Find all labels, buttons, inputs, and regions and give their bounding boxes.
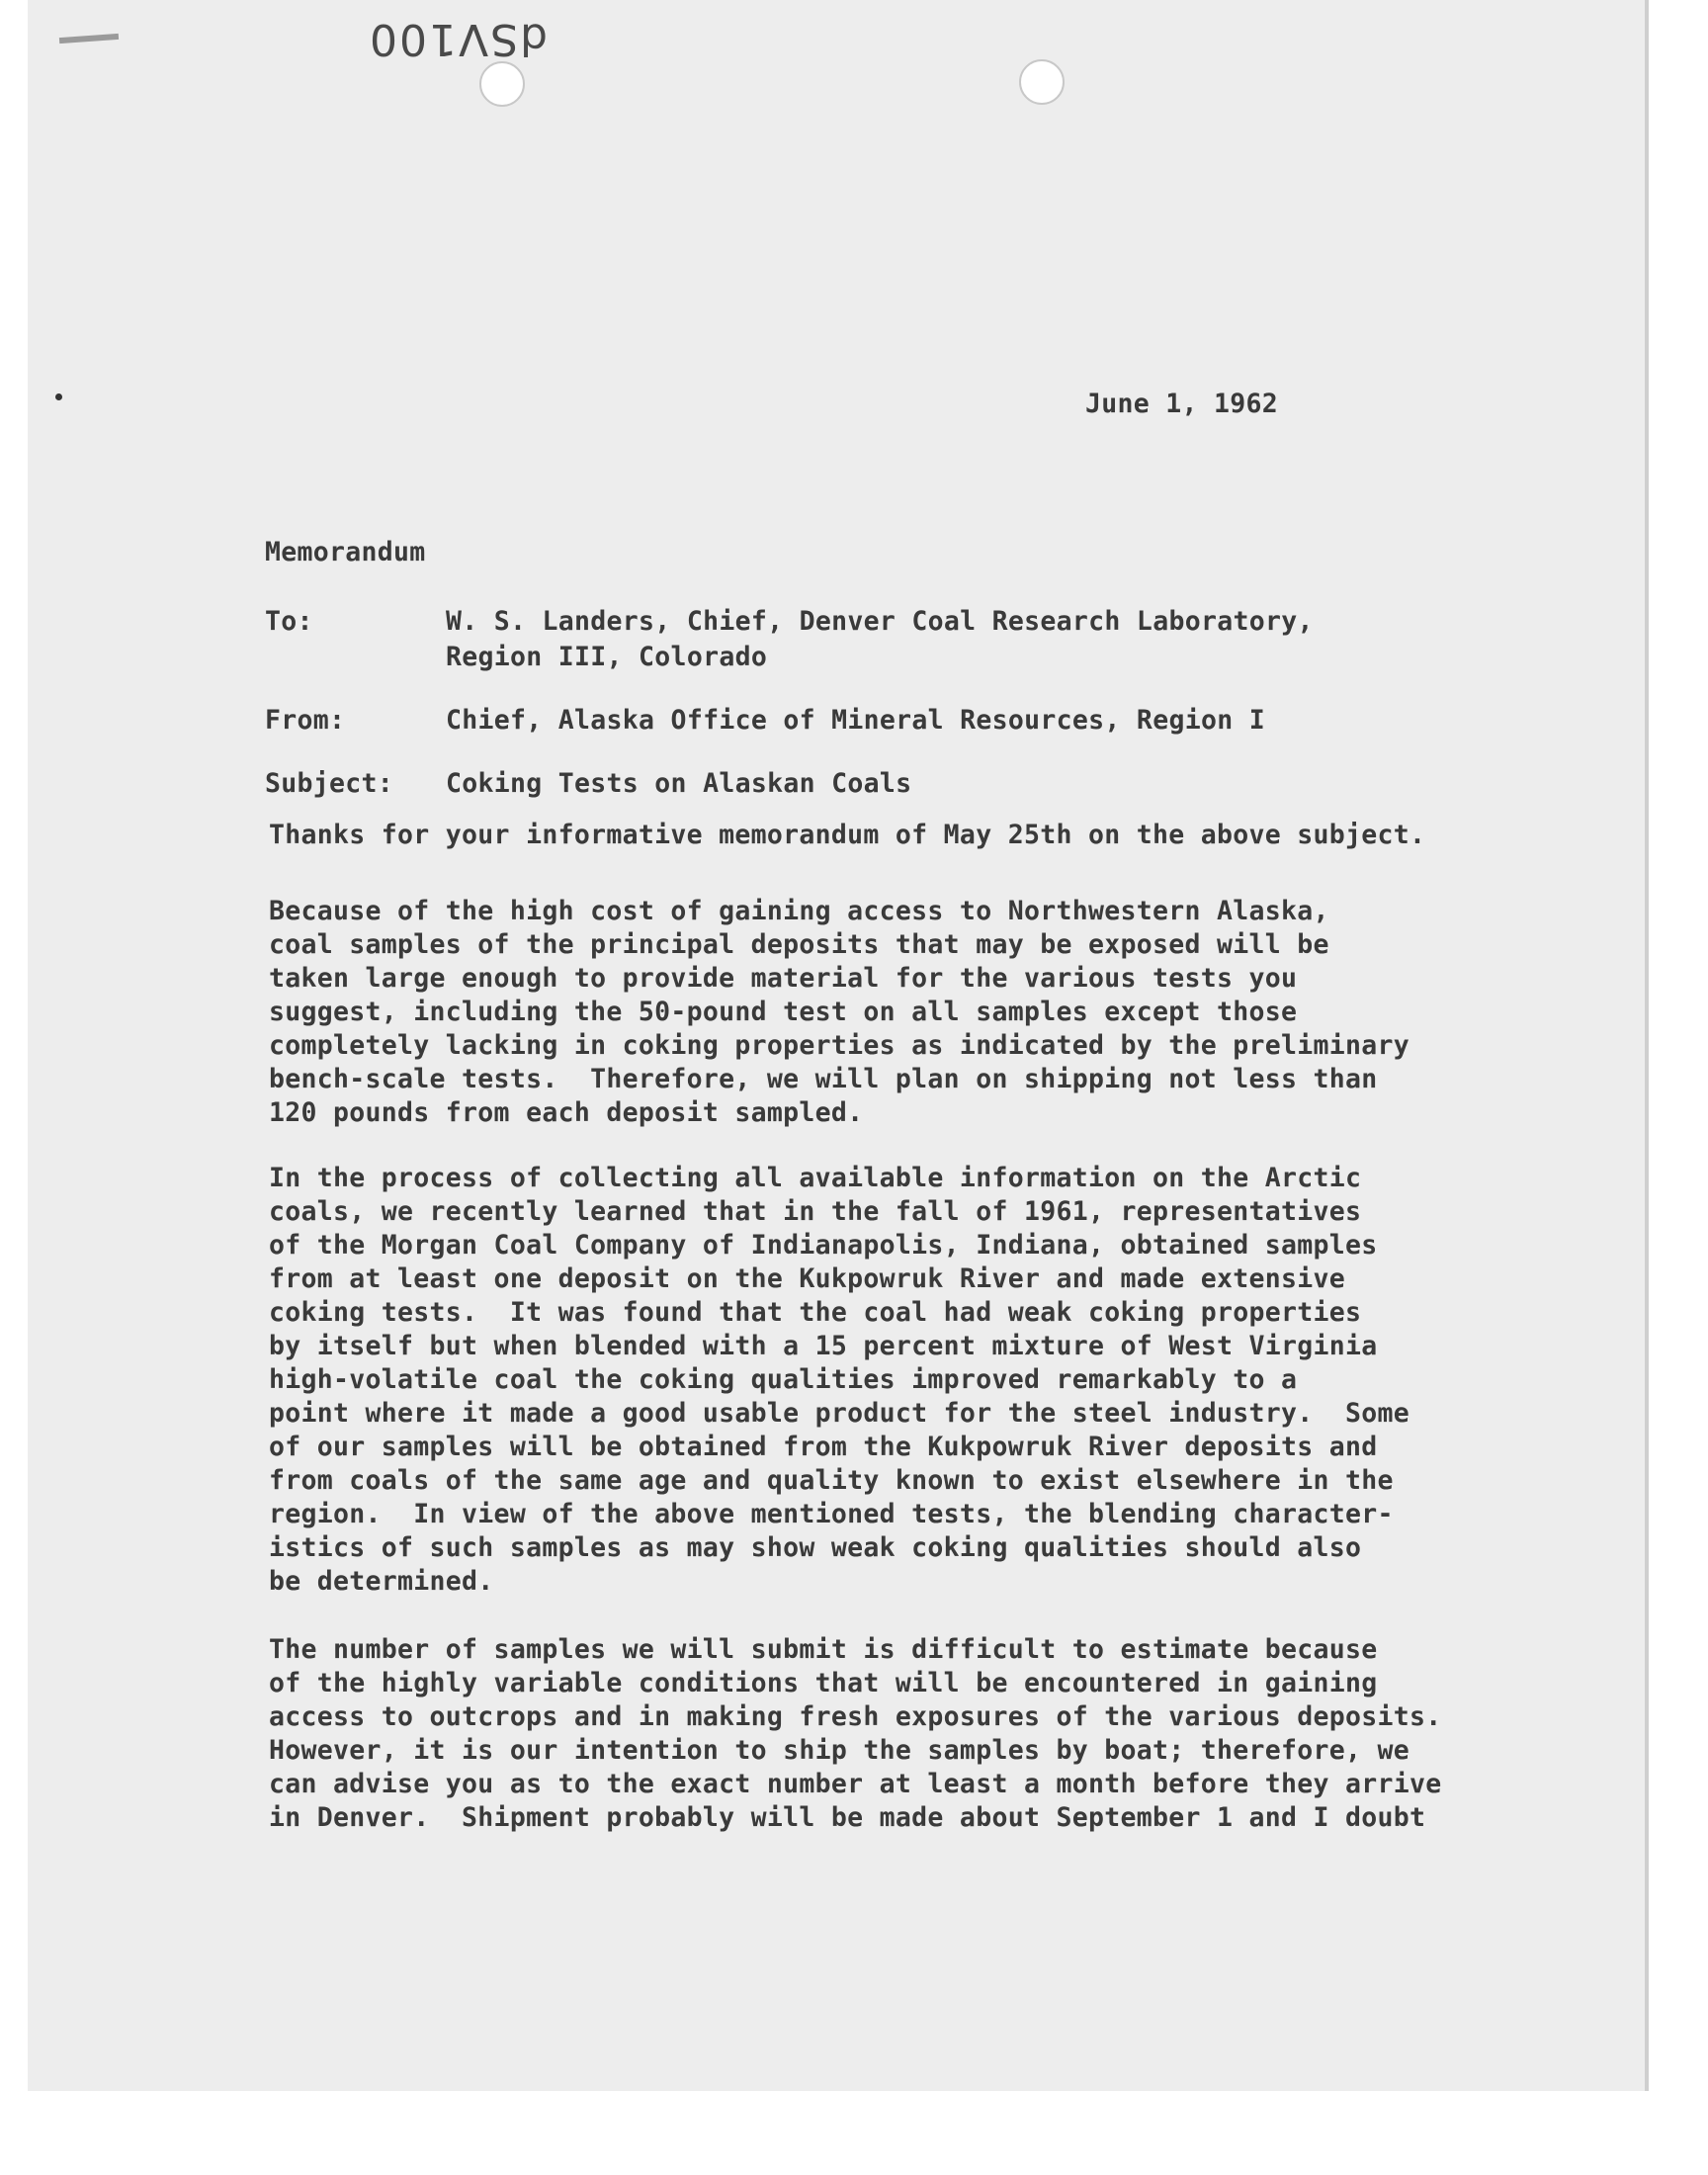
subject-label: Subject: (265, 768, 394, 799)
paragraph-line: coking tests. It was found that the coal had weak coking properties (269, 1297, 1362, 1328)
paragraph-line: 120 pounds from each deposit sampled. (269, 1097, 864, 1128)
paragraph-line: by itself but when blended with a 15 percent mixture of West Virginia (269, 1331, 1378, 1361)
paragraph-line: can advise you as to the exact number at least a month before they arrive (269, 1769, 1442, 1799)
paragraph-line: Thanks for your informative memorandum of May 25th on the above subject. (269, 820, 1426, 850)
paragraph-line: Because of the high cost of gaining access to Northwestern Alaska, (269, 896, 1329, 926)
paragraph-line: of our samples will be obtained from the Kukpowruk River deposits and (269, 1432, 1378, 1462)
paragraph-line: bench-scale tests. Therefore, we will plan on shipping not less than (269, 1064, 1378, 1094)
paragraph-4 (269, 1633, 1554, 1835)
paragraph-line: of the highly variable conditions that will be encountered in gaining (269, 1668, 1378, 1698)
paragraph-line: in Denver. Shipment probably will be made about September 1 and I doubt (269, 1802, 1426, 1833)
paragraph-line: of the Morgan Coal Company of Indianapolis, Indiana, obtained samples (269, 1230, 1378, 1261)
paragraph-line: from at least one deposit on the Kukpowruk River and made extensive (269, 1263, 1346, 1294)
memo-date: June 1, 1962 (1085, 389, 1279, 419)
handwritten-file-number: dSV100 (368, 14, 548, 64)
to-line-1: W. S. Landers, Chief, Denver Coal Research Laboratory, (446, 606, 1314, 637)
paragraph-line: The number of samples we will submit is difficult to estimate because (269, 1634, 1378, 1665)
paragraph-line: However, it is our intention to ship the samples by boat; therefore, we (269, 1735, 1410, 1766)
paragraph-line: taken large enough to provide material for the various tests you (269, 963, 1298, 994)
paragraph-line: In the process of collecting all available information on the Arctic (269, 1163, 1362, 1193)
to-label: To: (265, 606, 313, 637)
paragraph-line: be determined. (269, 1566, 494, 1597)
paragraph-line: coals, we recently learned that in the fall of 1961, representatives (269, 1196, 1362, 1227)
from-value: Chief, Alaska Office of Mineral Resources, Region I (446, 705, 1265, 736)
paragraph-line: point where it made a good usable product for the steel industry. Some (269, 1398, 1410, 1429)
subject-value: Coking Tests on Alaskan Coals (446, 768, 912, 799)
paragraph-line: from coals of the same age and quality known to exist elsewhere in the (269, 1465, 1394, 1496)
to-line-2: Region III, Colorado (446, 642, 768, 672)
paragraph-1 (269, 819, 1554, 852)
punch-hole-left (479, 61, 525, 107)
paragraph-line: access to outcrops and in making fresh exposures of the various deposits. (269, 1701, 1442, 1732)
paragraph-2 (269, 895, 1554, 1130)
paragraph-line: region. In view of the above mentioned tests, the blending character- (269, 1499, 1394, 1529)
paragraph-line: completely lacking in coking properties as indicated by the preliminary (269, 1030, 1410, 1061)
paragraph-line: coal samples of the principal deposits that may be exposed will be (269, 929, 1329, 960)
paragraph-line: suggest, including the 50-pound test on all samples except those (269, 997, 1298, 1027)
memo-heading: Memorandum (265, 537, 426, 567)
paragraph-line: high-volatile coal the coking qualities improved remarkably to a (269, 1364, 1298, 1395)
paragraph-line: istics of such samples as may show weak coking qualities should also (269, 1532, 1362, 1563)
punch-hole-right (1019, 59, 1065, 105)
from-label: From: (265, 705, 346, 736)
ink-dot (55, 393, 62, 400)
paragraph-3 (269, 1162, 1554, 1599)
